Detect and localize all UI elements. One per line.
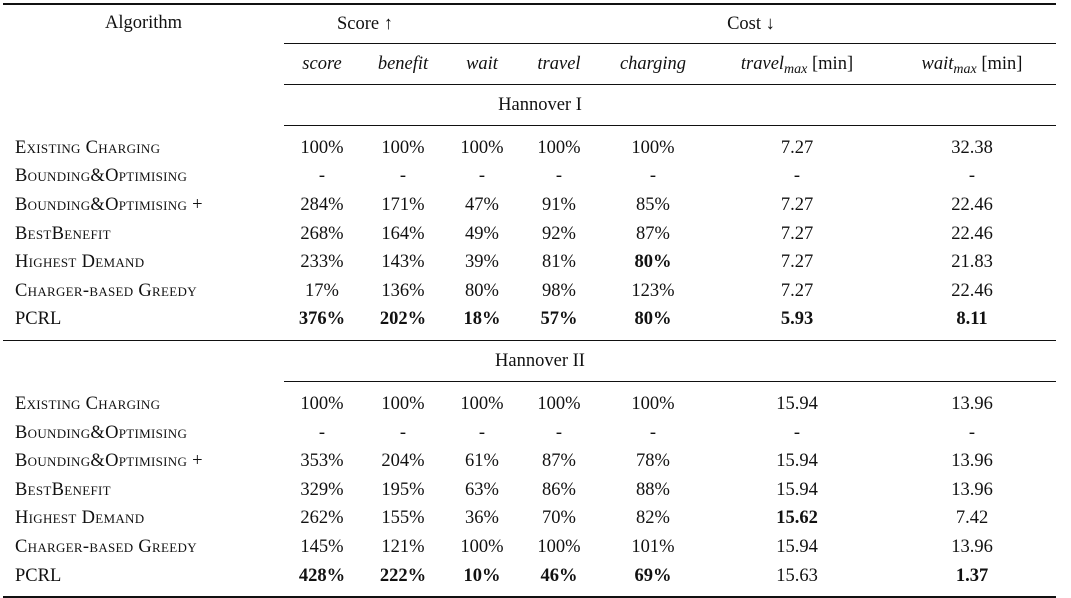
table-cell: 7.27 [780,137,814,158]
table-row [3,163,1056,192]
section-header-row [3,341,1056,382]
col-travel-max-unit: [min] [807,53,854,74]
header-row-groups [3,4,1056,44]
col-charging: charging [600,44,706,85]
table-cell: 32.38 [951,137,993,158]
table-cell: 15.94 [776,479,818,500]
algorithm-name: BestBenefit [15,479,111,500]
table-cell: 10% [463,565,501,586]
table-cell: 195% [381,479,425,500]
table-cell: 39% [465,252,499,273]
table-cell: - [555,166,563,187]
table-row [3,277,1056,306]
table-row [3,382,1056,419]
table-cell: 100% [300,137,344,158]
algorithm-name: Highest Demand [15,252,145,273]
col-travel-max [706,44,888,85]
algorithm-name: Highest Demand [15,508,145,529]
table-cell: 143% [381,252,425,273]
table-cell: 7.27 [780,223,814,244]
table-cell: 1.37 [955,565,989,586]
table-cell: 86% [542,479,576,500]
table-cell: 46% [540,565,578,586]
table-cell: 136% [381,280,425,301]
table-cell: 15.94 [776,536,818,557]
table-cell: - [478,166,486,187]
table-row [3,533,1056,562]
col-wait: wait [446,44,518,85]
col-wait-max-sub: max [953,61,977,77]
algorithm-name: PCRL [15,309,62,330]
section-header-row [3,85,1056,126]
algorithm-name: Existing Charging [15,393,161,414]
table-cell: 100% [460,536,504,557]
col-travel-max-base: travel [740,53,785,74]
table-cell: 80% [634,252,672,273]
table-cell: 17% [305,280,339,301]
cost-group-header [446,4,1056,44]
table-cell: - [318,422,326,443]
table-cell: 13.96 [951,451,993,472]
table-cell: 13.96 [951,393,993,414]
table-cell: 57% [540,309,578,330]
algorithm-name: Bounding&Optimising + [15,194,203,215]
table-row [3,562,1056,598]
table-cell: 262% [300,508,344,529]
table-cell: 36% [465,508,499,529]
table-cell: 69% [634,565,672,586]
table-cell: 145% [300,536,344,557]
col-wait-max-base: wait [921,53,954,74]
table-cell: 87% [636,223,670,244]
table-cell: 22.46 [951,223,993,244]
table-cell: - [399,166,407,187]
table-cell: 7.27 [780,194,814,215]
table-cell: - [968,166,976,187]
algorithm-name: Bounding&Optimising + [15,451,203,472]
table-cell: 100% [537,536,581,557]
table-cell: 100% [537,137,581,158]
table-cell: 21.83 [951,252,993,273]
cost-group-label: Cost ↓ [727,13,775,34]
table-cell: 7.42 [955,508,989,529]
table-row [3,447,1056,476]
table-cell: - [318,166,326,187]
table-cell: 100% [460,393,504,414]
col-travel: travel [518,44,600,85]
table-cell: - [968,422,976,443]
table-cell: - [478,422,486,443]
table-cell: 61% [465,451,499,472]
table-cell: 15.63 [776,565,818,586]
table-cell: 78% [636,451,670,472]
table-cell: 63% [465,479,499,500]
table-cell: 353% [300,451,344,472]
table-cell: 15.62 [776,508,818,529]
table-row [3,306,1056,341]
table-cell: 164% [381,223,425,244]
table-cell: - [649,166,657,187]
table-cell: 123% [631,280,675,301]
table-cell: 100% [631,137,675,158]
table-cell: 101% [631,536,675,557]
table-row [3,126,1056,163]
table-cell: 100% [460,137,504,158]
table-row [3,419,1056,448]
table-cell: 91% [542,194,576,215]
algorithm-name: Charger-based Greedy [15,536,197,557]
table-cell: 202% [379,309,427,330]
table-cell: 92% [542,223,576,244]
table-cell: 8.11 [956,309,988,330]
table-cell: 80% [634,309,672,330]
table-cell: 80% [465,280,499,301]
table-row [3,191,1056,220]
table-cell: 155% [381,508,425,529]
table-cell: 233% [300,252,344,273]
table-cell: 100% [537,393,581,414]
table-cell: 49% [465,223,499,244]
table-cell: 100% [381,393,425,414]
table-cell: 85% [636,194,670,215]
table-cell: 70% [542,508,576,529]
table-cell: 7.27 [780,280,814,301]
table-cell: 81% [542,252,576,273]
table-cell: - [793,166,801,187]
algorithm-header: Algorithm [104,13,183,33]
table-cell: 18% [463,309,501,330]
section-title: Hannover II [154,341,926,382]
table-cell: 7.27 [780,252,814,273]
col-benefit: benefit [360,44,446,85]
table-cell: 15.94 [776,393,818,414]
table-cell: 13.96 [951,479,993,500]
algorithm-name: Bounding&Optimising [15,166,188,187]
table-cell: 22.46 [951,280,993,301]
table-cell: 284% [300,194,344,215]
algorithm-name: Existing Charging [15,137,161,158]
table-cell: 5.93 [780,309,814,330]
table-cell: - [399,422,407,443]
table-cell: - [793,422,801,443]
algorithm-name: PCRL [15,565,62,586]
table-cell: 376% [298,309,346,330]
table-cell: 268% [300,223,344,244]
table-body [3,85,1056,598]
table-cell: 100% [631,393,675,414]
table-row [3,248,1056,277]
algorithm-name: Charger-based Greedy [15,280,197,301]
score-group-label: Score ↑ [337,13,393,34]
table-cell: 82% [636,508,670,529]
table-cell: 98% [542,280,576,301]
col-wait-max-unit: [min] [976,53,1023,74]
table-cell: 171% [381,194,425,215]
table-row [3,476,1056,505]
col-score: score [284,44,360,85]
score-group-header [284,4,446,44]
table-cell: 100% [381,137,425,158]
algorithm-name: Bounding&Optimising [15,422,188,443]
table-row [3,220,1056,249]
table-cell: 47% [465,194,499,215]
table-cell: 121% [381,536,425,557]
table-cell: 222% [379,565,427,586]
table-cell: 87% [542,451,576,472]
col-wait-max [888,44,1056,85]
table-cell: - [555,422,563,443]
table-cell: 88% [636,479,670,500]
results-table [3,3,1056,598]
table-cell: 428% [298,565,346,586]
col-travel-max-sub: max [784,61,808,77]
table-row [3,505,1056,534]
table-cell: 329% [300,479,344,500]
table-cell: - [649,422,657,443]
table-cell: 22.46 [951,194,993,215]
table-cell: 204% [381,451,425,472]
section-title: Hannover I [154,85,926,126]
table-cell: 100% [300,393,344,414]
table-cell: 15.94 [776,451,818,472]
table-cell: 13.96 [951,536,993,557]
algorithm-name: BestBenefit [15,223,111,244]
